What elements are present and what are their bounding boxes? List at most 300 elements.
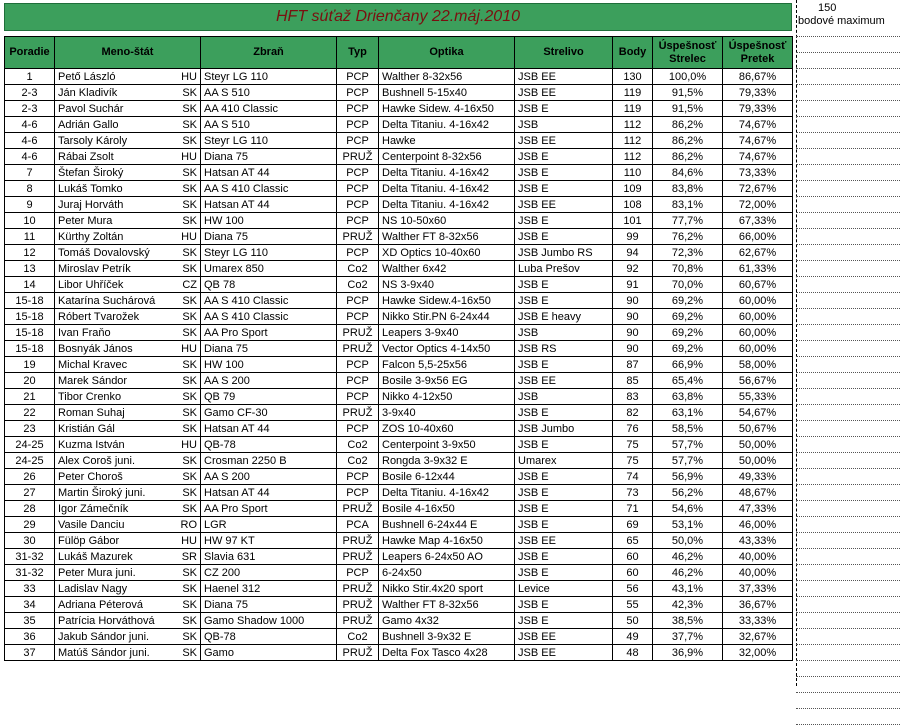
cell-optics[interactable]: Nikko Stir.PN 6-24x44	[379, 309, 515, 325]
cell-weapon[interactable]: HW 100	[201, 357, 337, 373]
cell-type[interactable]: PCP	[337, 373, 379, 389]
cell-weapon[interactable]: CZ 200	[201, 565, 337, 581]
cell-race-success[interactable]: 32,67%	[723, 629, 793, 645]
cell-shooter-success[interactable]: 56,2%	[653, 485, 723, 501]
cell-shooter-success[interactable]: 57,7%	[653, 437, 723, 453]
cell-weapon[interactable]: LGR	[201, 517, 337, 533]
cell-rank[interactable]: 36	[5, 629, 55, 645]
cell-rank[interactable]: 30	[5, 533, 55, 549]
cell-type[interactable]: PCP	[337, 133, 379, 149]
cell-name[interactable]	[55, 389, 201, 405]
cell-points[interactable]: 76	[613, 421, 653, 437]
max-points-value[interactable]: 150	[818, 2, 837, 14]
cell-type[interactable]: PCP	[337, 197, 379, 213]
cell-name[interactable]	[55, 309, 201, 325]
cell-name[interactable]	[55, 373, 201, 389]
cell-rank[interactable]: 35	[5, 613, 55, 629]
cell-type[interactable]: PRUŽ	[337, 597, 379, 613]
cell-name[interactable]	[55, 453, 201, 469]
cell-weapon[interactable]: Hatsan AT 44	[201, 485, 337, 501]
cell-optics[interactable]: Nikko 4-12x50	[379, 389, 515, 405]
cell-points[interactable]: 130	[613, 69, 653, 85]
cell-weapon[interactable]: AA S 410 Classic	[201, 293, 337, 309]
cell-points[interactable]: 75	[613, 437, 653, 453]
cell-type[interactable]: PRUŽ	[337, 405, 379, 421]
cell-points[interactable]: 75	[613, 453, 653, 469]
cell-ammo[interactable]: JSB E	[515, 597, 613, 613]
cell-rank[interactable]: 14	[5, 277, 55, 293]
cell-name[interactable]	[55, 565, 201, 581]
cell-ammo[interactable]: JSB E heavy	[515, 309, 613, 325]
cell-ammo[interactable]: Luba Prešov	[515, 261, 613, 277]
cell-race-success[interactable]: 73,33%	[723, 165, 793, 181]
sheet-title[interactable]: HFT súťaž Drienčany 22.máj.2010	[4, 3, 792, 31]
cell-name[interactable]	[55, 597, 201, 613]
cell-shooter-success[interactable]: 83,8%	[653, 181, 723, 197]
cell-ammo[interactable]: JSB EE	[515, 197, 613, 213]
cell-race-success[interactable]: 60,00%	[723, 341, 793, 357]
cell-weapon[interactable]: Umarex 850	[201, 261, 337, 277]
cell-points[interactable]: 90	[613, 341, 653, 357]
cell-name[interactable]	[55, 501, 201, 517]
cell-optics[interactable]: Delta Titaniu. 4-16x42	[379, 485, 515, 501]
cell-ammo[interactable]: JSB E	[515, 165, 613, 181]
cell-rank[interactable]: 10	[5, 213, 55, 229]
cell-points[interactable]: 99	[613, 229, 653, 245]
cell-race-success[interactable]: 86,67%	[723, 69, 793, 85]
cell-shooter-success[interactable]: 66,9%	[653, 357, 723, 373]
cell-rank[interactable]: 15-18	[5, 325, 55, 341]
cell-points[interactable]: 50	[613, 613, 653, 629]
cell-weapon[interactable]: AA S 510	[201, 117, 337, 133]
cell-points[interactable]: 101	[613, 213, 653, 229]
cell-weapon[interactable]: AA S 200	[201, 373, 337, 389]
cell-ammo[interactable]: JSB E	[515, 517, 613, 533]
cell-points[interactable]: 87	[613, 357, 653, 373]
cell-optics[interactable]: ZOS 10-40x60	[379, 421, 515, 437]
cell-name[interactable]	[55, 197, 201, 213]
cell-points[interactable]: 83	[613, 389, 653, 405]
cell-name[interactable]	[55, 613, 201, 629]
cell-ammo[interactable]: JSB	[515, 117, 613, 133]
cell-weapon[interactable]: Gamo	[201, 645, 337, 661]
cell-weapon[interactable]: AA 410 Classic	[201, 101, 337, 117]
cell-rank[interactable]: 33	[5, 581, 55, 597]
cell-shooter-success[interactable]: 86,2%	[653, 133, 723, 149]
header-shooter-success[interactable]: Úspešnosť Strelec	[653, 37, 723, 69]
cell-ammo[interactable]: JSB	[515, 389, 613, 405]
cell-rank[interactable]: 9	[5, 197, 55, 213]
cell-race-success[interactable]: 60,00%	[723, 309, 793, 325]
cell-optics[interactable]: Hawke Sidew.4-16x50	[379, 293, 515, 309]
cell-race-success[interactable]: 56,67%	[723, 373, 793, 389]
cell-race-success[interactable]: 72,00%	[723, 197, 793, 213]
cell-ammo[interactable]: JSB E	[515, 101, 613, 117]
cell-ammo[interactable]: JSB E	[515, 357, 613, 373]
cell-points[interactable]: 74	[613, 469, 653, 485]
cell-shooter-success[interactable]: 70,8%	[653, 261, 723, 277]
cell-weapon[interactable]: Slavia 631	[201, 549, 337, 565]
cell-shooter-success[interactable]: 77,7%	[653, 213, 723, 229]
cell-points[interactable]: 90	[613, 325, 653, 341]
cell-rank[interactable]: 20	[5, 373, 55, 389]
cell-rank[interactable]: 4-6	[5, 133, 55, 149]
cell-optics[interactable]: Hawke	[379, 133, 515, 149]
cell-shooter-success[interactable]: 37,7%	[653, 629, 723, 645]
cell-name[interactable]	[55, 645, 201, 661]
cell-name[interactable]	[55, 213, 201, 229]
cell-points[interactable]: 71	[613, 501, 653, 517]
cell-shooter-success[interactable]: 86,2%	[653, 117, 723, 133]
cell-points[interactable]: 108	[613, 197, 653, 213]
cell-race-success[interactable]: 72,67%	[723, 181, 793, 197]
cell-rank[interactable]: 23	[5, 421, 55, 437]
cell-name[interactable]	[55, 293, 201, 309]
cell-name[interactable]	[55, 277, 201, 293]
cell-optics[interactable]: Rongda 3-9x32 E	[379, 453, 515, 469]
cell-weapon[interactable]: Steyr LG 110	[201, 245, 337, 261]
cell-shooter-success[interactable]: 50,0%	[653, 533, 723, 549]
cell-ammo[interactable]: JSB E	[515, 613, 613, 629]
cell-optics[interactable]: 6-24x50	[379, 565, 515, 581]
cell-optics[interactable]: NS 3-9x40	[379, 277, 515, 293]
cell-rank[interactable]: 15-18	[5, 309, 55, 325]
cell-weapon[interactable]: AA S 410 Classic	[201, 181, 337, 197]
cell-optics[interactable]: Centerpoint 3-9x50	[379, 437, 515, 453]
cell-shooter-success[interactable]: 46,2%	[653, 549, 723, 565]
cell-race-success[interactable]: 46,00%	[723, 517, 793, 533]
cell-ammo[interactable]: JSB Jumbo	[515, 421, 613, 437]
cell-shooter-success[interactable]: 46,2%	[653, 565, 723, 581]
cell-type[interactable]: PCP	[337, 117, 379, 133]
cell-weapon[interactable]: Diana 75	[201, 149, 337, 165]
cell-type[interactable]: PCP	[337, 165, 379, 181]
cell-points[interactable]: 112	[613, 117, 653, 133]
cell-ammo[interactable]: JSB Jumbo RS	[515, 245, 613, 261]
cell-shooter-success[interactable]: 86,2%	[653, 149, 723, 165]
cell-race-success[interactable]: 43,33%	[723, 533, 793, 549]
cell-rank[interactable]: 31-32	[5, 565, 55, 581]
cell-ammo[interactable]: JSB E	[515, 229, 613, 245]
cell-shooter-success[interactable]: 69,2%	[653, 293, 723, 309]
cell-name[interactable]	[55, 533, 201, 549]
cell-shooter-success[interactable]: 57,7%	[653, 453, 723, 469]
cell-optics[interactable]: Vector Optics 4-14x50	[379, 341, 515, 357]
cell-shooter-success[interactable]: 54,6%	[653, 501, 723, 517]
cell-shooter-success[interactable]: 53,1%	[653, 517, 723, 533]
cell-race-success[interactable]: 47,33%	[723, 501, 793, 517]
cell-optics[interactable]: Hawke Sidew. 4-16x50	[379, 101, 515, 117]
cell-points[interactable]: 90	[613, 309, 653, 325]
cell-optics[interactable]: Centerpoint 8-32x56	[379, 149, 515, 165]
cell-race-success[interactable]: 67,33%	[723, 213, 793, 229]
cell-rank[interactable]: 29	[5, 517, 55, 533]
header-ammo[interactable]: Strelivo	[515, 37, 613, 69]
cell-race-success[interactable]: 50,67%	[723, 421, 793, 437]
cell-weapon[interactable]: QB-78	[201, 629, 337, 645]
cell-ammo[interactable]: JSB EE	[515, 85, 613, 101]
cell-points[interactable]: 112	[613, 149, 653, 165]
cell-optics[interactable]: Bushnell 6-24x44 E	[379, 517, 515, 533]
cell-type[interactable]: PRUŽ	[337, 325, 379, 341]
cell-weapon[interactable]: HW 97 KT	[201, 533, 337, 549]
cell-optics[interactable]: Walther 8-32x56	[379, 69, 515, 85]
cell-shooter-success[interactable]: 58,5%	[653, 421, 723, 437]
cell-optics[interactable]: NS 10-50x60	[379, 213, 515, 229]
cell-points[interactable]: 112	[613, 133, 653, 149]
cell-race-success[interactable]: 62,67%	[723, 245, 793, 261]
cell-name[interactable]	[55, 581, 201, 597]
cell-optics[interactable]: 3-9x40	[379, 405, 515, 421]
cell-shooter-success[interactable]: 69,2%	[653, 309, 723, 325]
cell-type[interactable]: PCP	[337, 421, 379, 437]
cell-optics[interactable]: Bushnell 3-9x32 E	[379, 629, 515, 645]
cell-ammo[interactable]: JSB E	[515, 437, 613, 453]
cell-type[interactable]: PCP	[337, 85, 379, 101]
cell-optics[interactable]: Bosile 4-16x50	[379, 501, 515, 517]
cell-ammo[interactable]: JSB E	[515, 565, 613, 581]
cell-shooter-success[interactable]: 70,0%	[653, 277, 723, 293]
cell-weapon[interactable]: QB 79	[201, 389, 337, 405]
cell-weapon[interactable]: Steyr LG 110	[201, 69, 337, 85]
cell-type[interactable]: PCP	[337, 485, 379, 501]
cell-race-success[interactable]: 36,67%	[723, 597, 793, 613]
cell-ammo[interactable]: JSB	[515, 325, 613, 341]
cell-points[interactable]: 85	[613, 373, 653, 389]
cell-rank[interactable]: 11	[5, 229, 55, 245]
header-weapon[interactable]: Zbraň	[201, 37, 337, 69]
cell-type[interactable]: PCP	[337, 389, 379, 405]
cell-optics[interactable]: Delta Titaniu. 4-16x42	[379, 117, 515, 133]
cell-race-success[interactable]: 74,67%	[723, 133, 793, 149]
cell-rank[interactable]: 22	[5, 405, 55, 421]
cell-rank[interactable]: 12	[5, 245, 55, 261]
cell-rank[interactable]: 2-3	[5, 85, 55, 101]
cell-race-success[interactable]: 54,67%	[723, 405, 793, 421]
cell-ammo[interactable]: JSB EE	[515, 629, 613, 645]
cell-race-success[interactable]: 40,00%	[723, 565, 793, 581]
cell-rank[interactable]: 26	[5, 469, 55, 485]
cell-type[interactable]: PCP	[337, 357, 379, 373]
cell-type[interactable]: Co2	[337, 629, 379, 645]
cell-weapon[interactable]: AA S 200	[201, 469, 337, 485]
cell-weapon[interactable]: Hatsan AT 44	[201, 421, 337, 437]
cell-weapon[interactable]: AA S 410 Classic	[201, 309, 337, 325]
cell-rank[interactable]: 34	[5, 597, 55, 613]
cell-shooter-success[interactable]: 63,8%	[653, 389, 723, 405]
cell-name[interactable]	[55, 485, 201, 501]
header-points[interactable]: Body	[613, 37, 653, 69]
cell-name[interactable]	[55, 165, 201, 181]
cell-type[interactable]: PRUŽ	[337, 149, 379, 165]
cell-ammo[interactable]: JSB E	[515, 501, 613, 517]
cell-race-success[interactable]: 74,67%	[723, 117, 793, 133]
header-race-success[interactable]: Úspešnosť Pretek	[723, 37, 793, 69]
cell-optics[interactable]: Nikko Stir.4x20 sport	[379, 581, 515, 597]
cell-weapon[interactable]: Crosman 2250 B	[201, 453, 337, 469]
cell-race-success[interactable]: 50,00%	[723, 453, 793, 469]
cell-race-success[interactable]: 32,00%	[723, 645, 793, 661]
cell-points[interactable]: 94	[613, 245, 653, 261]
cell-name[interactable]	[55, 405, 201, 421]
cell-ammo[interactable]: Levice	[515, 581, 613, 597]
cell-rank[interactable]: 15-18	[5, 293, 55, 309]
cell-weapon[interactable]: Gamo CF-30	[201, 405, 337, 421]
cell-type[interactable]: PRUŽ	[337, 549, 379, 565]
cell-points[interactable]: 90	[613, 293, 653, 309]
cell-optics[interactable]: Bushnell 5-15x40	[379, 85, 515, 101]
cell-rank[interactable]: 4-6	[5, 149, 55, 165]
cell-name[interactable]	[55, 357, 201, 373]
cell-points[interactable]: 110	[613, 165, 653, 181]
cell-type[interactable]: PRUŽ	[337, 229, 379, 245]
cell-rank[interactable]: 1	[5, 69, 55, 85]
cell-race-success[interactable]: 33,33%	[723, 613, 793, 629]
cell-weapon[interactable]: Diana 75	[201, 341, 337, 357]
cell-name[interactable]	[55, 469, 201, 485]
cell-name[interactable]	[55, 229, 201, 245]
cell-name[interactable]	[55, 261, 201, 277]
cell-name[interactable]	[55, 117, 201, 133]
cell-shooter-success[interactable]: 83,1%	[653, 197, 723, 213]
cell-shooter-success[interactable]: 72,3%	[653, 245, 723, 261]
cell-weapon[interactable]: Diana 75	[201, 597, 337, 613]
cell-optics[interactable]: Delta Fox Tasco 4x28	[379, 645, 515, 661]
cell-type[interactable]: Co2	[337, 453, 379, 469]
cell-type[interactable]: PCP	[337, 565, 379, 581]
cell-optics[interactable]: Walther FT 8-32x56	[379, 229, 515, 245]
cell-points[interactable]: 119	[613, 85, 653, 101]
cell-points[interactable]: 49	[613, 629, 653, 645]
cell-name[interactable]	[55, 85, 201, 101]
cell-weapon[interactable]: Gamo Shadow 1000	[201, 613, 337, 629]
header-rank[interactable]: Poradie	[5, 37, 55, 69]
cell-type[interactable]: PRUŽ	[337, 341, 379, 357]
cell-type[interactable]: PCP	[337, 309, 379, 325]
cell-shooter-success[interactable]: 42,3%	[653, 597, 723, 613]
cell-ammo[interactable]: JSB E	[515, 485, 613, 501]
cell-weapon[interactable]: AA Pro Sport	[201, 325, 337, 341]
cell-name[interactable]	[55, 517, 201, 533]
cell-race-success[interactable]: 60,00%	[723, 325, 793, 341]
cell-weapon[interactable]: Steyr LG 110	[201, 133, 337, 149]
cell-shooter-success[interactable]: 43,1%	[653, 581, 723, 597]
cell-rank[interactable]: 19	[5, 357, 55, 373]
cell-shooter-success[interactable]: 76,2%	[653, 229, 723, 245]
cell-points[interactable]: 48	[613, 645, 653, 661]
cell-ammo[interactable]: JSB E	[515, 405, 613, 421]
cell-points[interactable]: 60	[613, 565, 653, 581]
cell-name[interactable]	[55, 245, 201, 261]
cell-shooter-success[interactable]: 100,0%	[653, 69, 723, 85]
cell-name[interactable]	[55, 341, 201, 357]
cell-optics[interactable]: Leapers 6-24x50 AO	[379, 549, 515, 565]
cell-weapon[interactable]: HW 100	[201, 213, 337, 229]
cell-rank[interactable]: 27	[5, 485, 55, 501]
cell-ammo[interactable]: JSB EE	[515, 533, 613, 549]
cell-optics[interactable]: Gamo 4x32	[379, 613, 515, 629]
cell-race-success[interactable]: 79,33%	[723, 85, 793, 101]
cell-rank[interactable]: 24-25	[5, 437, 55, 453]
cell-points[interactable]: 56	[613, 581, 653, 597]
cell-name[interactable]	[55, 437, 201, 453]
cell-ammo[interactable]: JSB E	[515, 549, 613, 565]
cell-optics[interactable]: Leapers 3-9x40	[379, 325, 515, 341]
header-optics[interactable]: Optika	[379, 37, 515, 69]
cell-type[interactable]: Co2	[337, 261, 379, 277]
cell-rank[interactable]: 13	[5, 261, 55, 277]
cell-points[interactable]: 60	[613, 549, 653, 565]
cell-race-success[interactable]: 50,00%	[723, 437, 793, 453]
cell-rank[interactable]: 24-25	[5, 453, 55, 469]
cell-rank[interactable]: 7	[5, 165, 55, 181]
cell-name[interactable]	[55, 69, 201, 85]
cell-weapon[interactable]: Hatsan AT 44	[201, 165, 337, 181]
cell-race-success[interactable]: 66,00%	[723, 229, 793, 245]
cell-race-success[interactable]: 74,67%	[723, 149, 793, 165]
cell-points[interactable]: 119	[613, 101, 653, 117]
cell-shooter-success[interactable]: 63,1%	[653, 405, 723, 421]
cell-race-success[interactable]: 37,33%	[723, 581, 793, 597]
cell-weapon[interactable]: AA Pro Sport	[201, 501, 337, 517]
cell-optics[interactable]: Bosile 3-9x56 EG	[379, 373, 515, 389]
cell-name[interactable]	[55, 549, 201, 565]
cell-shooter-success[interactable]: 69,2%	[653, 341, 723, 357]
header-type[interactable]: Typ	[337, 37, 379, 69]
cell-name[interactable]	[55, 101, 201, 117]
cell-name[interactable]	[55, 181, 201, 197]
cell-rank[interactable]: 37	[5, 645, 55, 661]
cell-weapon[interactable]: Diana 75	[201, 229, 337, 245]
cell-optics[interactable]: Walther 6x42	[379, 261, 515, 277]
cell-weapon[interactable]: QB-78	[201, 437, 337, 453]
cell-ammo[interactable]: JSB E	[515, 149, 613, 165]
cell-type[interactable]: PCP	[337, 245, 379, 261]
cell-race-success[interactable]: 60,00%	[723, 293, 793, 309]
cell-shooter-success[interactable]: 84,6%	[653, 165, 723, 181]
cell-rank[interactable]: 28	[5, 501, 55, 517]
cell-race-success[interactable]: 58,00%	[723, 357, 793, 373]
cell-points[interactable]: 55	[613, 597, 653, 613]
cell-type[interactable]: PRUŽ	[337, 581, 379, 597]
cell-weapon[interactable]: AA S 510	[201, 85, 337, 101]
cell-optics[interactable]: Delta Titaniu. 4-16x42	[379, 181, 515, 197]
cell-name[interactable]	[55, 421, 201, 437]
cell-weapon[interactable]: QB 78	[201, 277, 337, 293]
cell-weapon[interactable]: Hatsan AT 44	[201, 197, 337, 213]
cell-type[interactable]: PCP	[337, 181, 379, 197]
cell-name[interactable]	[55, 133, 201, 149]
cell-points[interactable]: 65	[613, 533, 653, 549]
cell-optics[interactable]: Bosile 6-12x44	[379, 469, 515, 485]
cell-race-success[interactable]: 79,33%	[723, 101, 793, 117]
cell-type[interactable]: PCP	[337, 69, 379, 85]
cell-optics[interactable]: Falcon 5,5-25x56	[379, 357, 515, 373]
cell-race-success[interactable]: 49,33%	[723, 469, 793, 485]
cell-points[interactable]: 92	[613, 261, 653, 277]
cell-type[interactable]: Co2	[337, 437, 379, 453]
cell-race-success[interactable]: 40,00%	[723, 549, 793, 565]
header-name[interactable]: Meno-štát	[55, 37, 201, 69]
max-points-label[interactable]: bodové maximum	[798, 15, 885, 27]
cell-ammo[interactable]: JSB EE	[515, 133, 613, 149]
cell-shooter-success[interactable]: 91,5%	[653, 101, 723, 117]
cell-shooter-success[interactable]: 69,2%	[653, 325, 723, 341]
cell-ammo[interactable]: JSB EE	[515, 645, 613, 661]
cell-type[interactable]: PRUŽ	[337, 645, 379, 661]
cell-ammo[interactable]: JSB E	[515, 181, 613, 197]
cell-type[interactable]: PRUŽ	[337, 533, 379, 549]
